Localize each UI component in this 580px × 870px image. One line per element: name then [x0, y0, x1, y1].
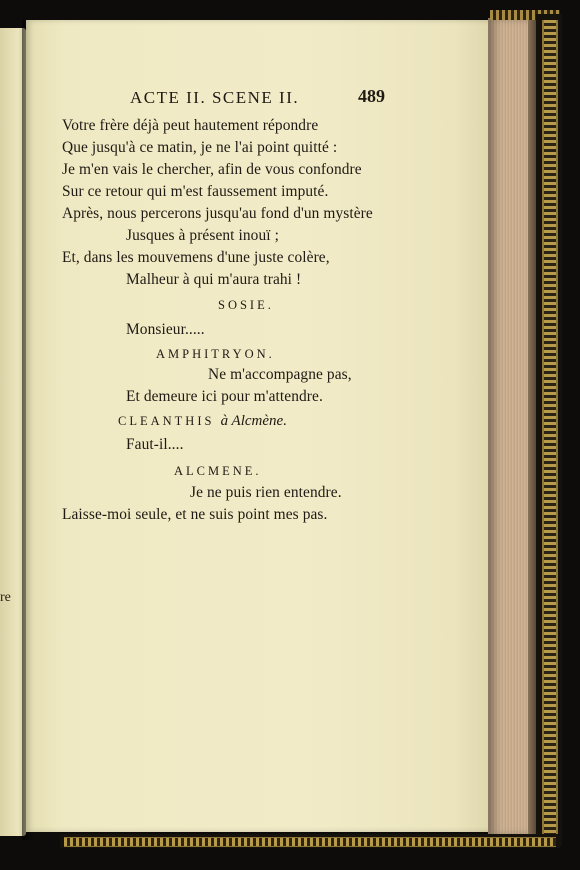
verse-line: Jusques à présent inouï ; [126, 227, 279, 244]
verse-line: Sur ce retour qui m'est faussement imputé. [62, 183, 329, 200]
verse-line: Et, dans les mouvemens d'une juste colère, [62, 249, 330, 266]
book-page [26, 20, 492, 832]
speaker-cleanthis [118, 413, 287, 430]
page-text-block [26, 20, 492, 832]
alcmene-line: Laisse-moi seule, et ne suis point mes pas. [62, 506, 328, 523]
stage-direction: à Alcmène. [220, 413, 287, 429]
facing-page-text-fragment: re [0, 590, 11, 605]
amphitryon-line: Ne m'accompagne pas, [208, 366, 352, 383]
sosie-line: Monsieur..... [126, 321, 205, 338]
running-title: ACTE II. SCENE II. [130, 88, 300, 107]
gilt-border-bottom [60, 834, 560, 848]
verse-line: Votre frère déjà peut hautement répondre [62, 117, 319, 134]
verse-line: Je m'en vais le chercher, afin de vous confondre [62, 161, 362, 178]
cleanthis-line: Faut-il.... [126, 436, 184, 453]
speaker-sosie: SOSIE. [218, 298, 274, 312]
alcmene-line: Je ne puis rien entendre. [190, 484, 342, 501]
page-fore-edge [488, 18, 536, 836]
speaker-alcmene: ALCMENE. [174, 464, 262, 478]
verse-line: Malheur à qui m'aura trahi ! [126, 271, 302, 288]
verse-line: Après, nous percerons jusqu'au fond d'un mystère [62, 205, 373, 222]
speaker-amphitryon: AMPHITRYON. [156, 347, 275, 361]
gilt-border-right [536, 14, 562, 846]
speaker-cleanthis-name: CLEANTHIS [118, 414, 215, 428]
verse-line: Que jusqu'à ce matin, je ne l'ai point quitté : [62, 139, 338, 156]
amphitryon-line: Et demeure ici pour m'attendre. [126, 388, 323, 405]
page-number: 489 [358, 86, 385, 106]
